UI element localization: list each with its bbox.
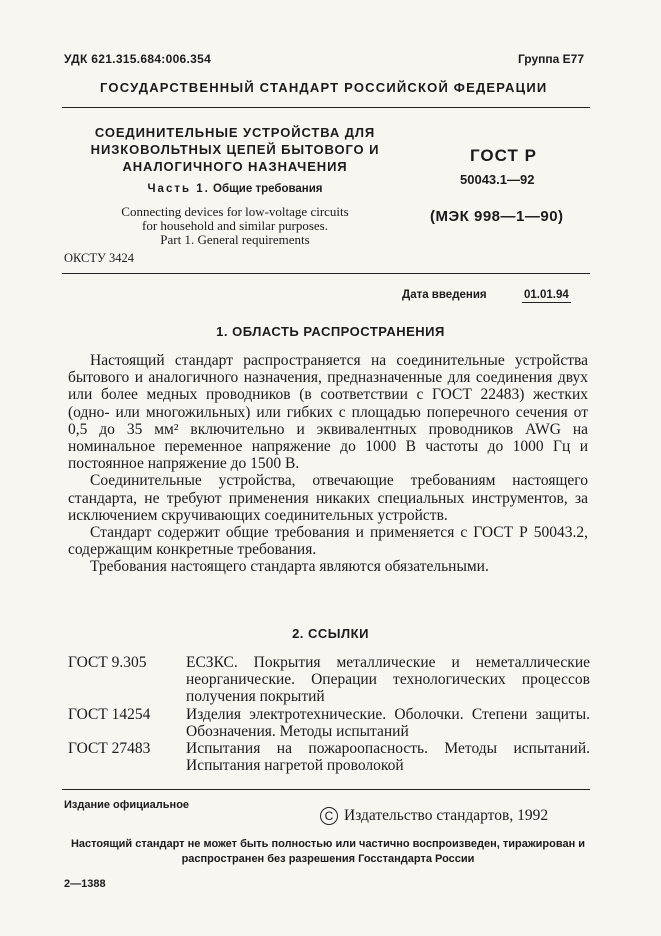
paragraph: Требования настоящего стандарта являются обязательными. [90, 558, 489, 576]
reference-code: ГОСТ 9.305 [68, 654, 147, 671]
group-code: Группа Е77 [517, 52, 584, 66]
reference-title: Изделия электротехнические. Оболочки. Степени защиты. Обозначения. Методы испытаний [186, 705, 590, 740]
gost-code: ГОСТ Р [470, 146, 537, 165]
copyright [320, 807, 548, 825]
gost-number: 50043.1—92 [460, 172, 535, 187]
english-title-line: Part 1. General requirements [160, 232, 310, 247]
part-title: Общие требования [213, 183, 323, 195]
reference-row [68, 706, 590, 740]
iec-reference: (МЭК 998—1—90) [430, 208, 564, 225]
english-title [70, 205, 400, 247]
paragraph: Настоящий стандарт распространяется на соединительные устройства бытового и аналогичного назначения, предназначенные для соединения двух или более медных проводников (в соответствии с ГОСТ 22483) жестких (одно- или многожильных) или гибких с площадью поперечного сечения от 0,5 до 35 мм² включительно и эквивалентных проводников AWG на номинальное переменное напряжение до 1000 В частоты до 1000 Гц и постоянное напряжение до 1500 В. [68, 352, 588, 473]
paragraph: Соединительные устройства, отвечающие требованиям настоящего стандарта, не требуют применения никаких специальных инструментов, за исключением скручивающих соединительных устройств. [68, 472, 588, 524]
official-edition: Издание официальное [64, 799, 190, 811]
section-1-body [68, 352, 588, 576]
reference-code: ГОСТ 14254 [68, 705, 151, 723]
reference-title: ЕСЗКС. Покрытия металлические и неметаллические неорганические. Операции технологических процессов получения покрытий [186, 654, 590, 706]
part-label: Часть 1. [147, 183, 210, 195]
english-title-line: for household and similar purposes. [142, 218, 328, 233]
english-title-line: Connecting devices for low-voltage circuits [121, 204, 349, 219]
bottom-divider [62, 789, 590, 790]
udk-code: УДК 621.315.684:006.354 [64, 52, 212, 66]
references-list [68, 654, 590, 774]
copyright-text: Издательство стандартов, 1992 [344, 807, 549, 824]
section-1-heading: 1. ОБЛАСТЬ РАСПРОСТРАНЕНИЯ [216, 324, 445, 339]
copyright-icon: C [320, 807, 338, 825]
state-standard-heading: ГОСУДАРСТВЕННЫЙ СТАНДАРТ РОССИЙСКОЙ ФЕДЕРАЦИИ [100, 80, 548, 95]
okstu-code: ОКСТУ 3424 [64, 251, 135, 265]
middle-divider [62, 273, 590, 274]
reference-row [68, 654, 590, 706]
intro-date-label: Дата введения [402, 289, 487, 301]
reference-row [68, 740, 590, 774]
top-divider [62, 107, 590, 108]
reproduction-notice: Настоящий стандарт не может быть полностью или частично воспроизведен, тиражирован и распространен без разрешения Госстандарта России [70, 838, 586, 865]
part-heading [70, 183, 400, 195]
reference-code: ГОСТ 27483 [68, 740, 151, 758]
section-2-heading: 2. ССЫЛКИ [292, 626, 369, 641]
print-code: 2—1388 [64, 878, 106, 890]
reference-title: Испытания на пожароопасность. Методы испытаний. Испытания нагретой проволокой [186, 740, 590, 775]
document-title: СОЕДИНИТЕЛЬНЫЕ УСТРОЙСТВА ДЛЯ НИЗКОВОЛЬТНЫХ ЦЕПЕЙ БЫТОВОГО И АНАЛОГИЧНОГО НАЗНАЧЕНИЯ [90, 125, 380, 174]
intro-date-value: 01.01.94 [524, 289, 569, 301]
paragraph: Стандарт содержит общие требования и применяется с ГОСТ Р 50043.2, содержащим конкретные требования. [68, 524, 588, 559]
